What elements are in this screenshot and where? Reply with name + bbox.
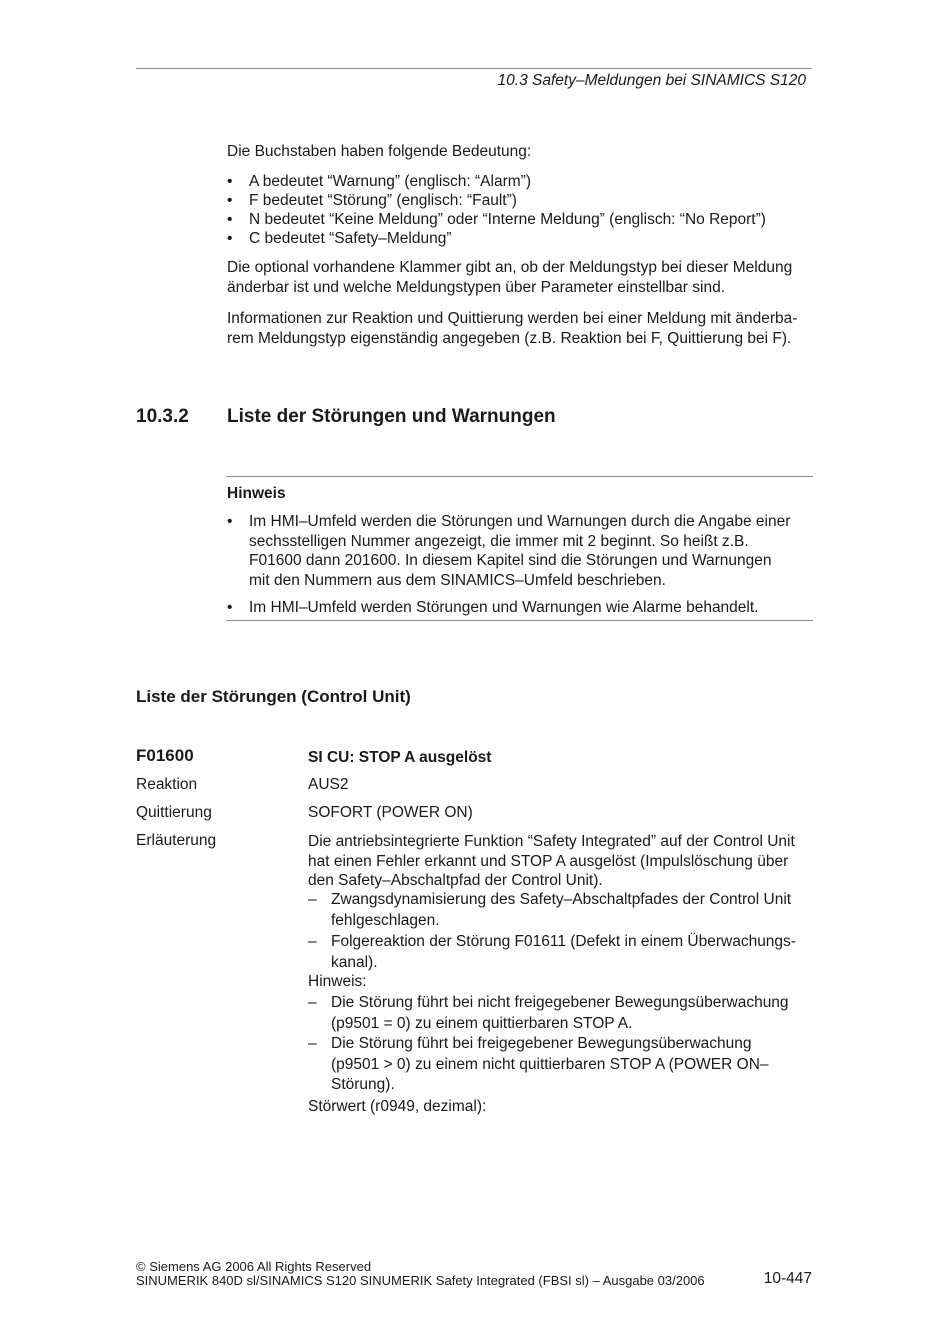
section-title: Liste der Störungen und Warnungen	[227, 406, 556, 427]
note-bullet: • Im HMI–Umfeld werden Störungen und Warnungen wie Alarme behandelt.	[227, 599, 759, 616]
fault-title: SI CU: STOP A ausgelöst	[308, 749, 492, 766]
intro-bullet: • N bedeutet “Keine Meldung” oder “Interne Meldung” (englisch: “No Report”)	[227, 211, 766, 228]
section-number: 10.3.2	[136, 406, 189, 427]
dash-icon: –	[308, 1035, 317, 1052]
copyright-line: © Siemens AG 2006 All Rights Reserved	[136, 1259, 372, 1274]
bullet-icon: •	[227, 211, 233, 228]
cause-item: – Folgereaktion der Störung F01611 (Defekt in einem Überwachungs- kanal).	[308, 933, 796, 971]
bullet-icon: •	[227, 599, 233, 616]
explanation-text: Die antriebsintegrierte Funktion “Safety Integrated” auf der Control Unit hat einen Fehler erkannt und STOP A ausgelöst (Impulslöschung über den Safety–Abschaltpfad der Control Unit).	[308, 833, 795, 889]
intro-bullet: • F bedeutet “Störung” (englisch: “Fault”)	[227, 192, 517, 209]
intro-paragraph-2: Informationen zur Reaktion und Quittierung werden bei einer Meldung mit änderba- rem Meldungstyp eigenständig angegeben (z.B. Reaktion bei F, Quittierung bei F).	[227, 310, 798, 347]
reaction-label: Reaktion	[136, 776, 198, 793]
dash-icon: –	[308, 891, 317, 908]
intro-paragraph-1: Die optional vorhandene Klammer gibt an, ob der Meldungstyp bei dieser Meldung änderbar ist und welche Meldungstypen über Parameter einstellbar sind.	[227, 259, 793, 296]
cause-item: – Zwangsdynamisierung des Safety–Abschaltpfades der Control Unit fehlgeschlagen.	[308, 891, 792, 929]
fault-code: F01600	[136, 746, 194, 765]
note-bullet: • Im HMI–Umfeld werden die Störungen und Warnungen durch die Angabe einer sechsstelligen Nummer angezeigt, die immer mit 2 beginnt. So heißt z.B. F01600 dann 201600. In diesem Kapitel sind die Störungen und Warnungen mit den Nummern aus dem SINAMICS–Umfeld beschrieben.	[227, 513, 791, 589]
copyright-icon: ©	[136, 1259, 146, 1274]
acknowledgement-value: SOFORT (POWER ON)	[308, 804, 473, 821]
hint-item: – Die Störung führt bei freigegebener Bewegungsüberwachung (p9501 > 0) zu einem nicht quittierbaren STOP A (POWER ON– Störung).	[308, 1035, 769, 1093]
note-top-rule	[226, 476, 813, 477]
bullet-icon: •	[227, 230, 233, 247]
bullet-icon: •	[227, 173, 233, 190]
note-bottom-rule	[226, 620, 813, 621]
hint-item: – Die Störung führt bei nicht freigegebener Bewegungsüberwachung (p9501 = 0) zu einem quittierbaren STOP A.	[308, 994, 789, 1032]
hint-label: Hinweis:	[308, 973, 367, 990]
publication-line: SINUMERIK 840D sl/SINAMICS S120 SINUMERIK Safety Integrated (FBSI sl) – Ausgabe 03/2006	[136, 1273, 705, 1288]
acknowledgement-label: Quittierung	[136, 804, 212, 821]
intro-bullet: • C bedeutet “Safety–Meldung”	[227, 230, 452, 247]
dash-icon: –	[308, 994, 317, 1011]
note-title: Hinweis	[227, 485, 286, 502]
reaction-value: AUS2	[308, 776, 349, 793]
bullet-icon: •	[227, 192, 233, 209]
dash-icon: –	[308, 933, 317, 950]
explanation-label: Erläuterung	[136, 832, 217, 849]
fault-value-label: Störwert (r0949, dezimal):	[308, 1098, 487, 1115]
intro-lead: Die Buchstaben haben folgende Bedeutung:	[227, 143, 532, 160]
header-rule	[136, 68, 812, 69]
intro-bullet: • A bedeutet “Warnung” (englisch: “Alarm”)	[227, 173, 531, 190]
page-number: 10-447	[763, 1270, 812, 1287]
bullet-icon: •	[227, 513, 233, 530]
running-title: 10.3 Safety–Meldungen bei SINAMICS S120	[497, 72, 806, 89]
fault-list-heading: Liste der Störungen (Control Unit)	[136, 687, 411, 706]
